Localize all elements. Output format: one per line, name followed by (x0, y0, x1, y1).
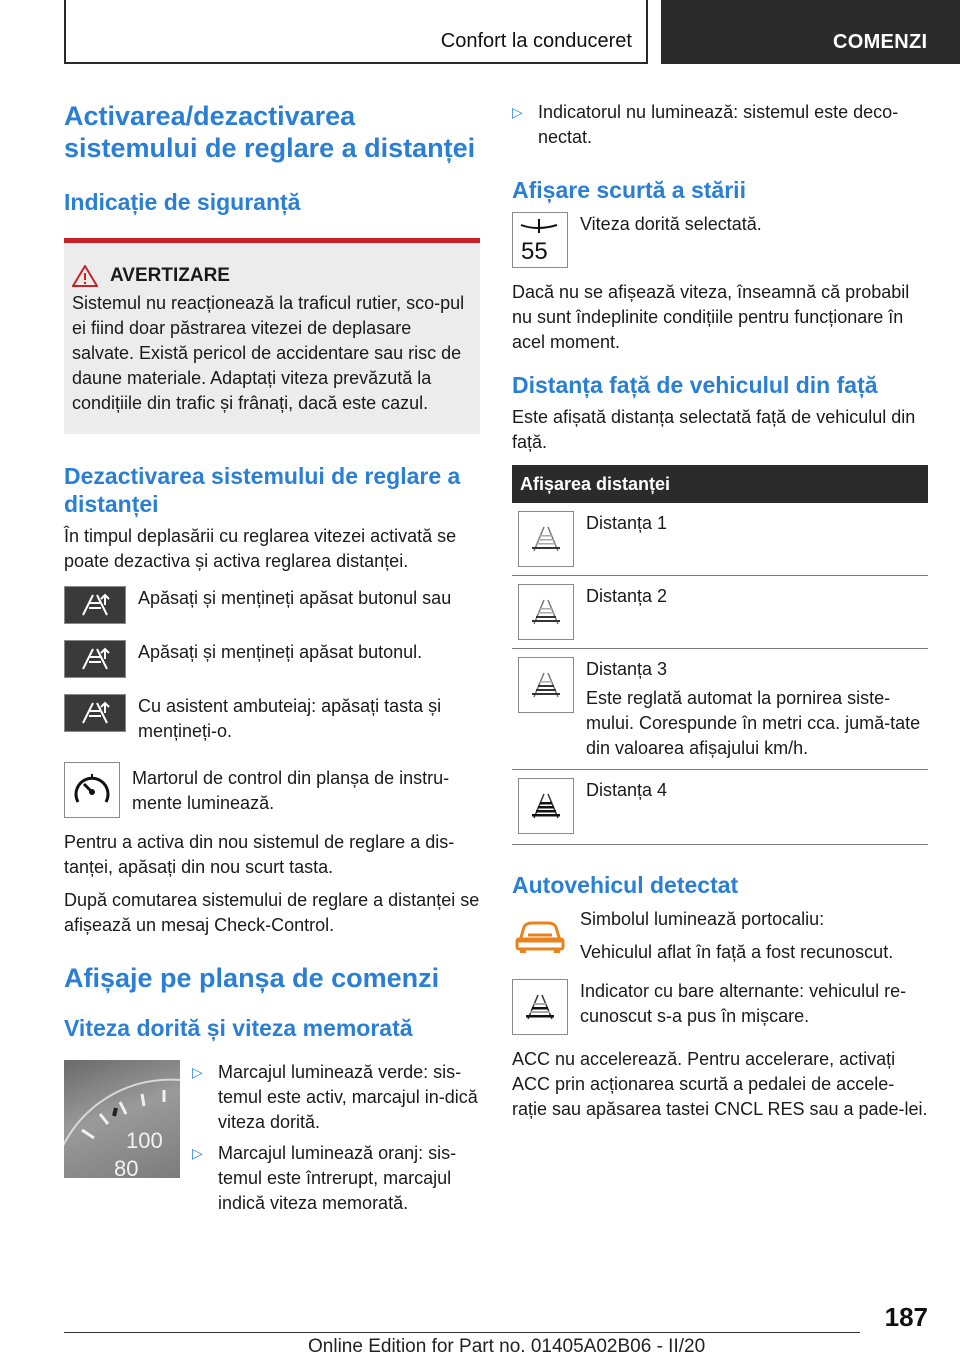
speedo-label-100: 100 (126, 1128, 163, 1153)
bullet-item (512, 100, 928, 150)
table-row (512, 770, 928, 845)
speed-bullets (192, 1060, 480, 1216)
distance-label: Distanța 2 (586, 586, 668, 606)
status-text: Viteza dorită selectată. (580, 214, 762, 234)
right-column (512, 100, 928, 1122)
reactivate-text: Pentru a activa din nou sistemul de reglare a dis-tanței, apăsați din nou scurt tasta. (64, 832, 455, 877)
distance-4-icon (518, 778, 574, 834)
bullet-text: Marcajul luminează verde: sis-temul este activ, marcajul in-dică viteza dorită. (218, 1062, 478, 1132)
step-text: Cu asistent ambuteiaj: apăsați tasta și mențineți-o. (138, 696, 442, 741)
bars-text: Indicator cu bare alternante: vehiculul re-cunoscut s-a pus în mișcare. (580, 981, 907, 1026)
page-number: 187 (884, 1302, 928, 1332)
distance-label: Distanța 1 (586, 513, 668, 533)
acc-text: ACC nu accelerează. Pentru accelerare, activați ACC prin acționarea scurtă a pedalei de accele-rație sau apăsarea tastei CNCL RES sau a pade-lei. (512, 1049, 928, 1119)
speed-status-icon (512, 212, 568, 268)
row-content (586, 778, 667, 834)
warning-box (64, 238, 480, 434)
detected-line2: Vehiculul aflat în față a fost recunoscut. (580, 942, 894, 962)
page-title: Activarea/dezactivarea sistemului de reglare a distanței (64, 101, 476, 163)
warning-triangle-icon (72, 265, 98, 287)
left-column (64, 100, 480, 1216)
row-content (586, 657, 928, 761)
bullet-item (192, 1141, 480, 1216)
detected-heading: Autovehicul detectat (512, 872, 739, 898)
table-row (512, 576, 928, 649)
speed-row (64, 1060, 480, 1216)
bullet-triangle-icon: ▷ (192, 1064, 203, 1080)
distance-heading: Distanța față de vehiculul din față (512, 372, 878, 398)
step-row (64, 586, 480, 624)
speed-heading: Viteza dorită și viteza memorată (64, 1015, 413, 1041)
status-speed-value: 55 (521, 238, 548, 265)
distance-button-icon (64, 640, 126, 678)
indicator-text: Martorul de control din planșa de instru-mente luminează. (132, 768, 450, 813)
table-row (512, 503, 928, 576)
distance-intro: Este afișată distanța selectată față de vehiculul din față. (512, 407, 916, 452)
bullet-triangle-icon: ▷ (192, 1145, 203, 1161)
bullet-item (192, 1060, 480, 1135)
warning-label: AVERTIZARE (110, 265, 230, 286)
footer-edition: Online Edition for Part no. 01405A02B06 - II/20 (308, 1336, 706, 1357)
warning-title (72, 265, 472, 287)
distance-table (512, 465, 928, 845)
footer-divider (64, 1332, 860, 1333)
detected-texts (580, 907, 893, 965)
bullet-text: Indicatorul nu luminează: sistemul este deco-nectat. (538, 102, 899, 147)
safety-heading: Indicație de siguranță (64, 189, 301, 215)
header-chapter-box (661, 0, 960, 64)
chapter-title: COMENZI (833, 31, 928, 53)
step-text: Apăsați și mențineți apăsat butonul. (138, 642, 423, 662)
indicator-row (64, 762, 480, 818)
row-content (586, 511, 667, 567)
distance-button-icon (64, 694, 126, 732)
header-section-box (64, 0, 648, 64)
display-heading: Afișaje pe planșa de comenzi (64, 963, 440, 993)
status-row (512, 212, 928, 268)
step-row (64, 640, 480, 678)
detected-row (512, 907, 928, 965)
table-row (512, 649, 928, 770)
row-content (586, 584, 667, 640)
distance-label: Distanța 3 (586, 659, 668, 679)
table-header: Afișarea distanței (512, 465, 928, 503)
distance-note: Este reglată automat la pornirea siste-mului. Corespunde în metri cca. jumă-tate din valoarea afișajului km/h. (586, 688, 921, 758)
alternating-bars-icon (512, 979, 568, 1035)
speedometer-image (64, 1060, 180, 1178)
distance-3-icon (518, 657, 574, 713)
car-orange-icon (512, 907, 568, 963)
distance-1-icon (518, 511, 574, 567)
section-title: Confort la conduceret (440, 30, 632, 52)
status-heading: Afișare scurtă a stării (512, 177, 746, 203)
bullet-triangle-icon: ▷ (512, 104, 523, 120)
speedometer-icon (64, 762, 120, 818)
bars-row (512, 979, 928, 1035)
speedo-label-80: 80 (114, 1156, 139, 1178)
step-text: Apăsați și mențineți apăsat butonul sau (138, 588, 452, 608)
bullet-text: Marcajul luminează oranj: sis-temul este întrerupt, marcajul indică viteza memorată. (218, 1143, 457, 1213)
status-note: Dacă nu se afișează viteza, înseamnă că probabil nu sunt îndeplinite condițiile pentru funcționare în acel moment. (512, 282, 910, 352)
distance-button-icon (64, 586, 126, 624)
switch-text: După comutarea sistemului de reglare a distanței se afișează un mesaj Check-Control. (64, 890, 480, 935)
warning-text: Sistemul nu reacționează la traficul rutier, sco-pul ei fiind doar păstrarea vitezei de deplasare salvate. Există pericol de accidentare sau risc de daune materiale. Adaptați viteza prevăzută la condițiile din trafic și frânați, dacă este cazul. (72, 293, 465, 413)
distance-label: Distanța 4 (586, 780, 668, 800)
deactivate-intro: În timpul deplasării cu reglarea vitezei activată se poate dezactiva și activa reglarea distanței. (64, 526, 457, 571)
detected-line1: Simbolul luminează portocaliu: (580, 909, 825, 929)
step-row (64, 694, 480, 744)
deactivate-heading: Dezactivarea sistemului de reglare a distanței (64, 463, 461, 517)
distance-2-icon (518, 584, 574, 640)
